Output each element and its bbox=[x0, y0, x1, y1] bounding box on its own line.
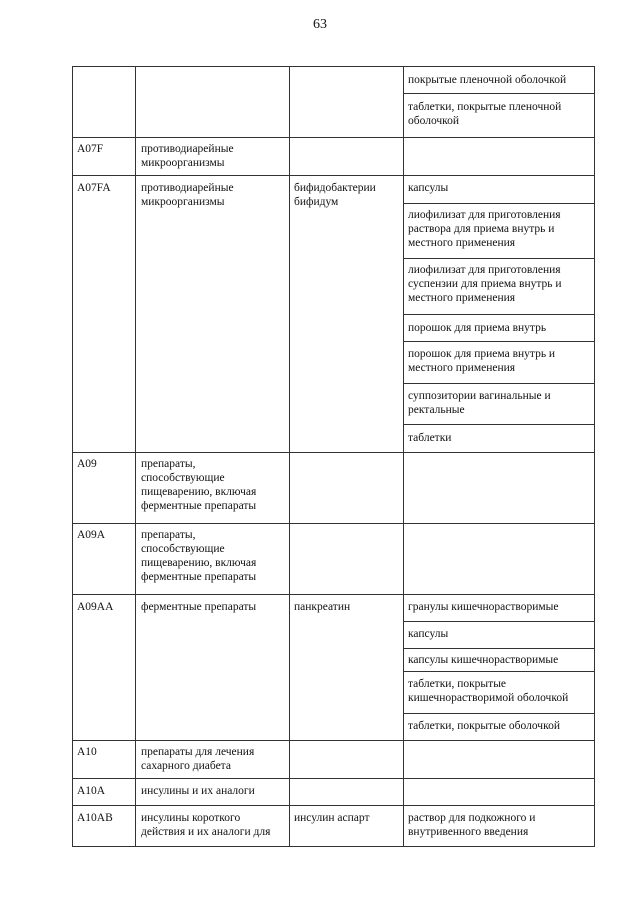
atc-group-name: инсулины и их аналоги bbox=[141, 785, 255, 797]
atc-code: A10 bbox=[77, 746, 97, 758]
atc-code: A09A bbox=[77, 529, 106, 541]
dosage-form: суппозитории вагинальные и ректальные bbox=[408, 390, 551, 416]
atc-group-name: противодиарейные микроорганизмы bbox=[141, 182, 234, 208]
subrow-divider bbox=[403, 203, 594, 204]
atc-group-name: препараты, способствующие пищеварению, включая ферментные препараты bbox=[141, 458, 257, 512]
row-divider bbox=[73, 523, 594, 524]
row-divider bbox=[73, 137, 594, 138]
subrow-divider bbox=[403, 713, 594, 714]
dosage-form: раствор для подкожного и внутривенного введения bbox=[408, 812, 536, 838]
dosage-form: лиофилизат для приготовления суспензии для приема внутрь и местного применения bbox=[408, 264, 562, 304]
dosage-form: таблетки, покрытые кишечнорастворимой оболочкой bbox=[408, 678, 569, 704]
subrow-divider bbox=[403, 424, 594, 425]
subrow-divider bbox=[403, 93, 594, 94]
atc-code: A09 bbox=[77, 458, 97, 470]
dosage-form: таблетки bbox=[408, 432, 452, 444]
atc-group-name: препараты, способствующие пищеварению, включая ферментные препараты bbox=[141, 529, 257, 583]
row-divider bbox=[73, 175, 594, 176]
atc-code: A10AB bbox=[77, 812, 113, 824]
dosage-form: капсулы bbox=[408, 628, 449, 640]
drug-name: инсулин аспарт bbox=[294, 812, 370, 824]
atc-group-name: инсулины короткого действия и их аналоги для bbox=[141, 812, 271, 838]
subrow-divider bbox=[403, 621, 594, 622]
subrow-divider bbox=[403, 258, 594, 259]
column-divider bbox=[403, 67, 404, 846]
atc-group-name: ферментные препараты bbox=[141, 601, 257, 613]
dosage-form: гранулы кишечнорастворимые bbox=[408, 601, 559, 613]
atc-code: A10A bbox=[77, 785, 106, 797]
atc-code: A07F bbox=[77, 143, 104, 155]
row-divider bbox=[73, 740, 594, 741]
row-divider bbox=[73, 452, 594, 453]
drug-name: бифидобактерии бифидум bbox=[294, 182, 376, 208]
atc-code: A07FA bbox=[77, 182, 111, 194]
dosage-form: порошок для приема внутрь и местного применения bbox=[408, 348, 556, 374]
page-number: 63 bbox=[313, 17, 327, 32]
subrow-divider bbox=[403, 671, 594, 672]
row-divider bbox=[73, 778, 594, 779]
dosage-form: покрытые пленочной оболочкой bbox=[408, 74, 567, 86]
column-divider bbox=[135, 67, 136, 846]
atc-code: A09AA bbox=[77, 601, 114, 613]
subrow-divider bbox=[403, 314, 594, 315]
atc-group-name: противодиарейные микроорганизмы bbox=[141, 143, 234, 169]
drug-name: панкреатин bbox=[294, 601, 351, 613]
drug-classification-table bbox=[72, 66, 595, 847]
dosage-form: таблетки, покрытые пленочной оболочкой bbox=[408, 101, 562, 127]
dosage-form: таблетки, покрытые оболочкой bbox=[408, 720, 560, 732]
column-divider bbox=[289, 67, 290, 846]
subrow-divider bbox=[403, 648, 594, 649]
dosage-form: капсулы кишечнорастворимые bbox=[408, 654, 559, 666]
dosage-form: порошок для приема внутрь bbox=[408, 322, 547, 334]
atc-group-name: препараты для лечения сахарного диабета bbox=[141, 746, 255, 772]
dosage-form: капсулы bbox=[408, 182, 449, 194]
row-divider bbox=[73, 805, 594, 806]
subrow-divider bbox=[403, 341, 594, 342]
dosage-form: лиофилизат для приготовления раствора для приема внутрь и местного применения bbox=[408, 209, 561, 249]
row-divider bbox=[73, 594, 594, 595]
subrow-divider bbox=[403, 383, 594, 384]
